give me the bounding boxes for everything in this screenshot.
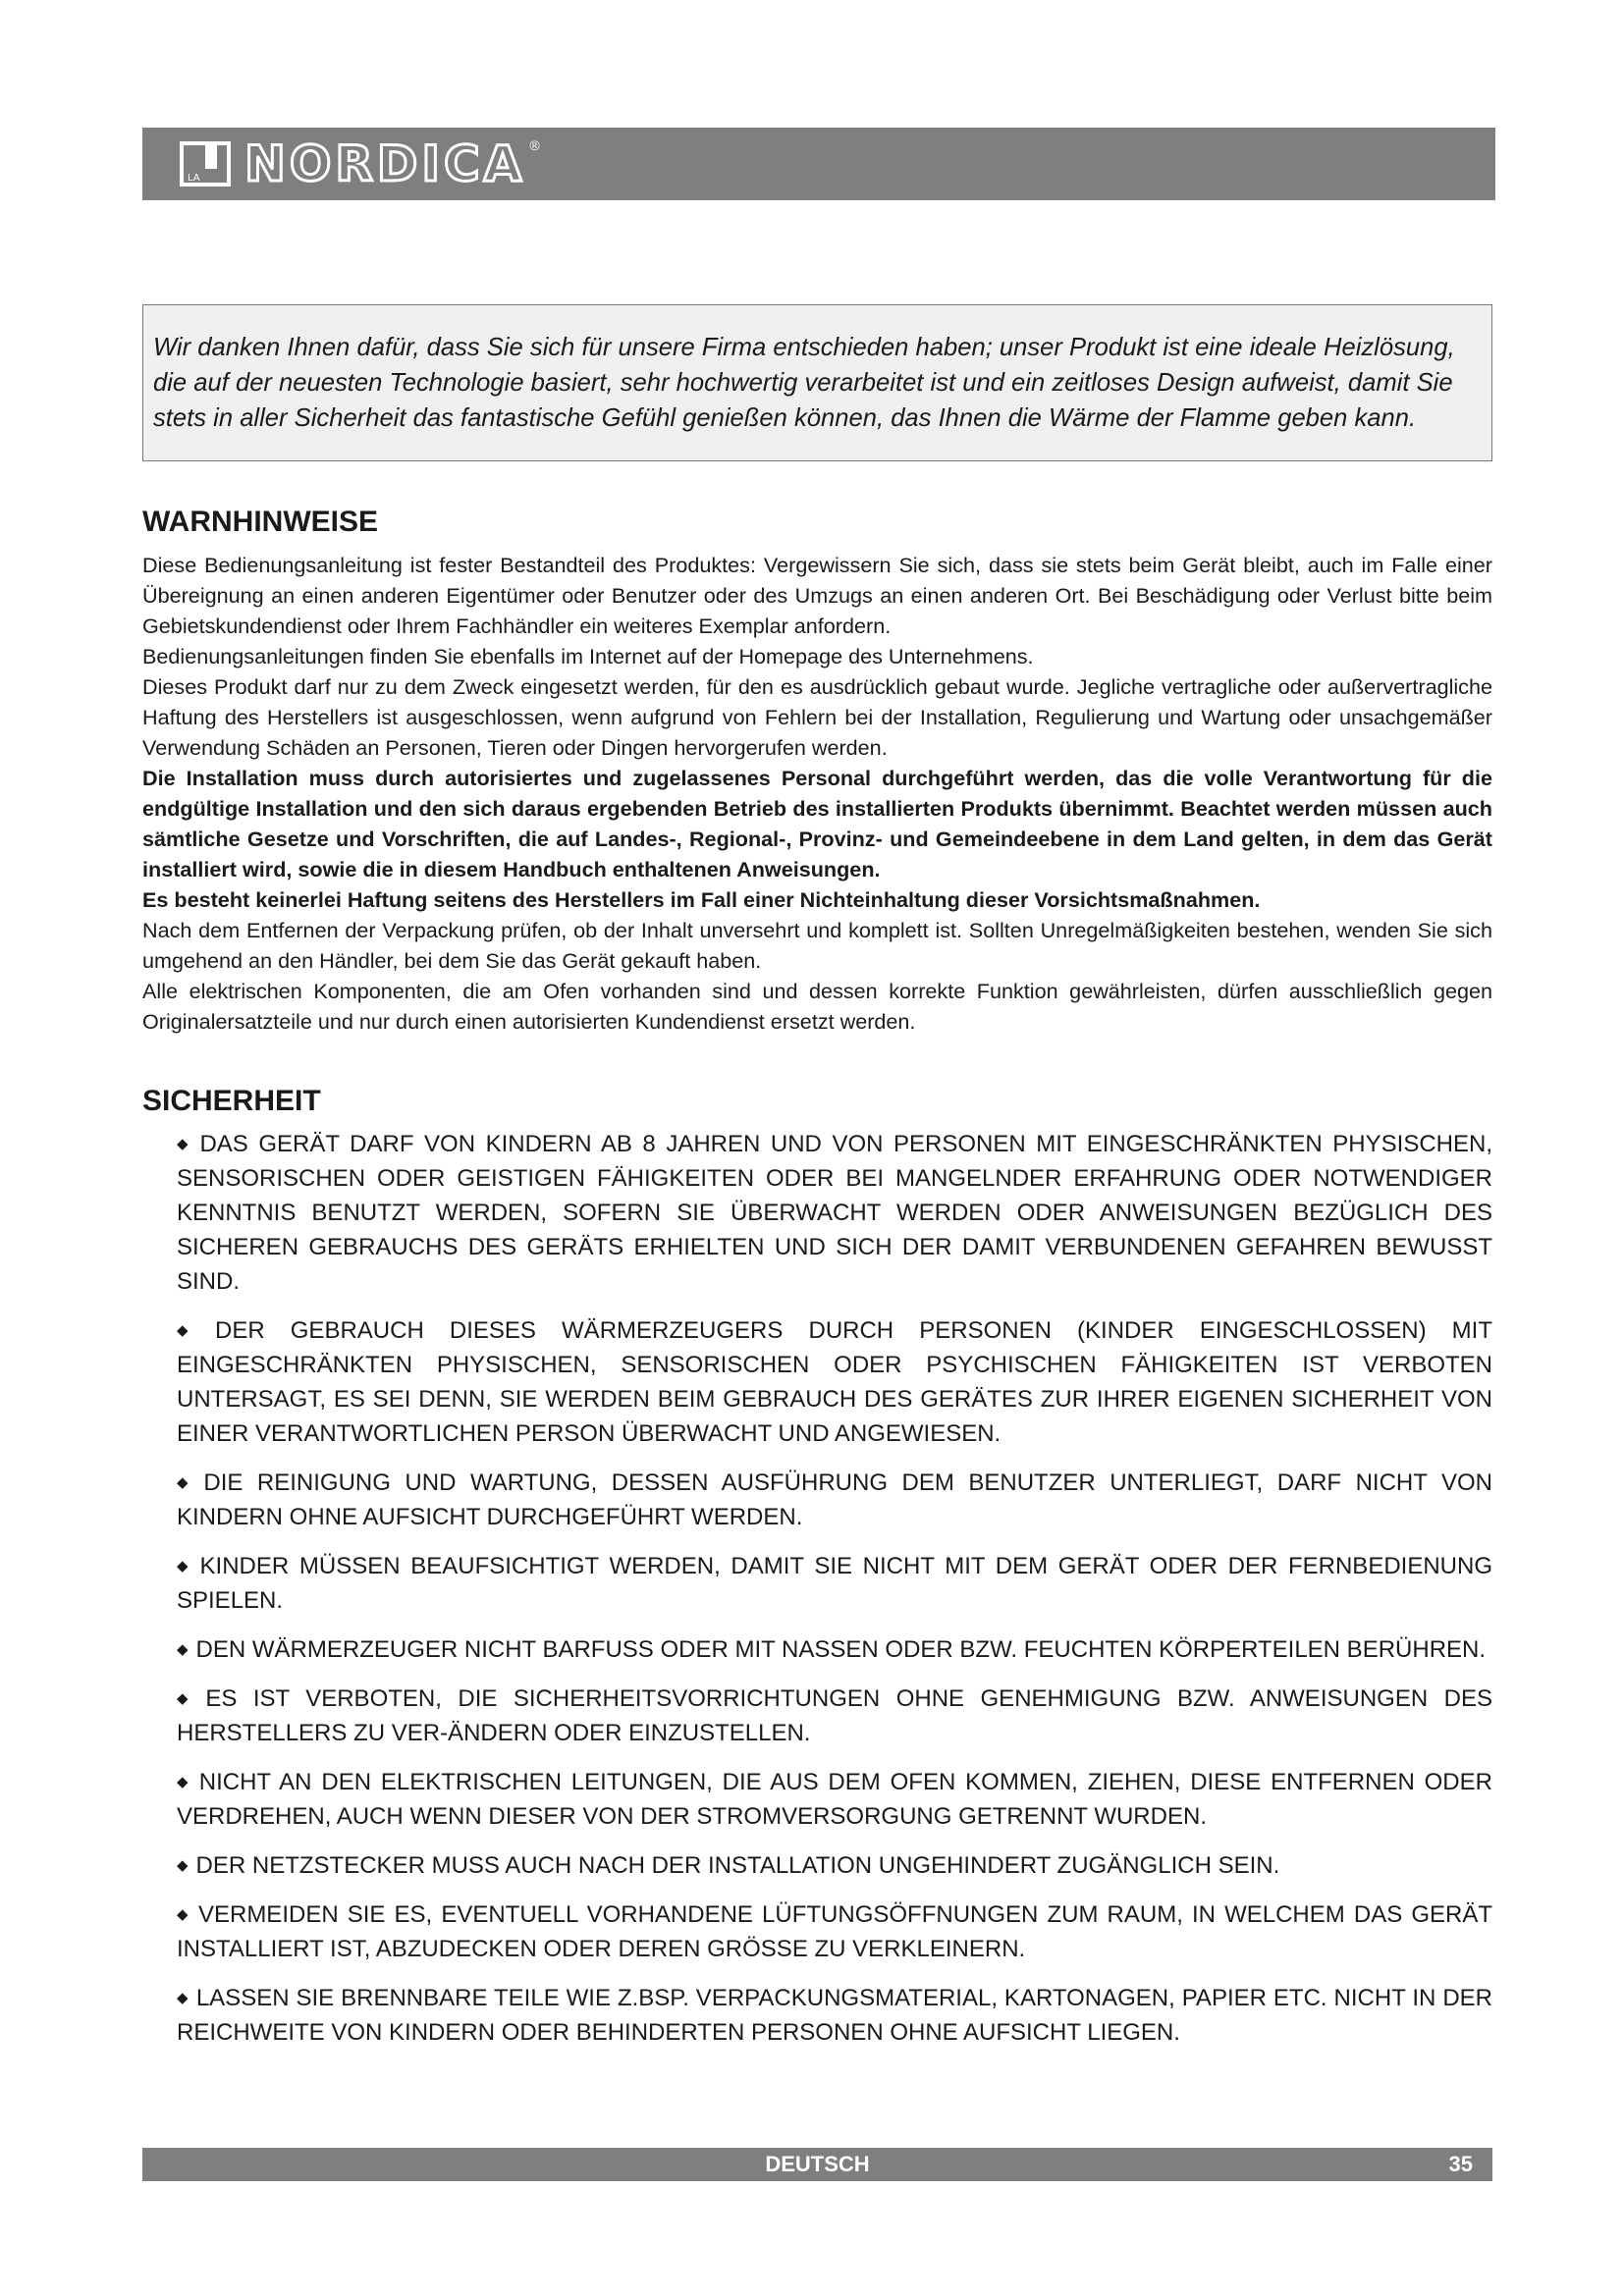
logo-small-text: LA	[188, 173, 200, 184]
bullet-icon: ◆	[177, 1857, 189, 1874]
safety-item	[177, 1632, 1492, 1667]
safety-item	[177, 1981, 1492, 2050]
safety-item-text: DEN WÄRMERZEUGER NICHT BARFUSS ODER MIT NASSEN ODER BZW. FEUCHTEN KÖRPERTEILEN BERÜHREN.	[195, 1636, 1487, 1663]
bullet-icon: ◆	[177, 1990, 189, 2006]
bullet-icon: ◆	[177, 1690, 198, 1707]
safety-item	[177, 1127, 1492, 1299]
safety-item	[177, 1682, 1492, 1750]
safety-title: SICHERHEIT	[142, 1085, 321, 1117]
safety-item	[177, 1765, 1492, 1834]
safety-list	[177, 1127, 1492, 2064]
safety-item-text: ES IST VERBOTEN, DIE SICHERHEITSVORRICHTUNGEN OHNE GENEHMIGUNG BZW. ANWEISUNGEN DES HERSTELLERS ZU VER-ÄNDERN ODER EINZUSTELLEN.	[177, 1685, 1492, 1746]
safety-item-text: KINDER MÜSSEN BEAUFSICHTIGT WERDEN, DAMIT SIE NICHT MIT DEM GERÄT ODER DER FERNBEDIENUNG SPIELEN.	[177, 1553, 1492, 1614]
warnings-paragraph-bold: Es besteht keinerlei Haftung seitens des Herstellers im Fall einer Nichteinhaltung dieser Vorsichtsmaßnahmen.	[142, 887, 1261, 912]
safety-item-text: DAS GERÄT DARF VON KINDERN AB 8 JAHREN UND VON PERSONEN MIT EINGESCHRÄNKTEN PHYSISCHEN, SENSORISCHEN ODER GEISTIGEN FÄHIGKEITEN ODER BEI MANGELNDER ERFAHRUNG ODER NOTWENDIGER KENNTNIS BENUTZT WERDEN, SOFERN SIE ÜBERWACHT WERDEN ODER ANWEISUNGEN BEZÜGLICH DES SICHEREN GEBRAUCHS DES GERÄTS ERHIELTEN UND SICH DER DAMIT VERBUNDENEN GEFAHREN BEWUSST SIND.	[177, 1131, 1493, 1295]
warnings-paragraph: Dieses Produkt darf nur zu dem Zweck eingesetzt werden, für den es ausdrücklich gebaut wurde. Jegliche vertragliche oder außervertragliche Haftung des Herstellers ist ausgeschlossen, wenn aufgrund von Fehlern bei der Installation, Regulierung und Wartung oder unsachgemäßer Verwendung Schäden an Personen, Tieren oder Dingen hervorgerufen werden.	[142, 674, 1492, 760]
footer-bar	[142, 2148, 1492, 2181]
safety-item-text: LASSEN SIE BRENNBARE TEILE WIE Z.BSP. VERPACKUNGSMATERIAL, KARTONAGEN, PAPIER ETC. NICHT IN DER REICHWEITE VON KINDERN ODER BEHINDERTEN PERSONEN OHNE AUFSICHT LIEGEN.	[177, 1985, 1492, 2046]
warnings-paragraph-bold: Die Installation muss durch autorisiertes und zugelassenes Personal durchgeführt werden, das die volle Verantwortung für die endgültige Installation und den sich daraus ergebenden Betrieb des installierten Produkts übernimmt. Beachtet werden müssen auch sämtliche Gesetze und Vorschriften, die auf Landes-, Regional-, Provinz- und Gemeindeebene in dem Land gelten, in dem das Gerät installiert wird, sowie die in diesem Handbuch enthaltenen Anweisungen.	[142, 766, 1492, 881]
bullet-icon: ◆	[177, 1906, 190, 1923]
bullet-icon: ◆	[177, 1774, 191, 1790]
safety-item-text: DER NETZSTECKER MUSS AUCH NACH DER INSTALLATION UNGEHINDERT ZUGÄNGLICH SEIN.	[195, 1852, 1280, 1879]
footer-language: DEUTSCH	[765, 2152, 870, 2176]
nordica-logo	[180, 135, 540, 192]
intro-box	[142, 304, 1492, 461]
bullet-icon: ◆	[177, 1322, 207, 1339]
intro-text: Wir danken Ihnen dafür, dass Sie sich für unsere Firma entschieden haben; unser Produkt ist eine ideale Heizlösung, die auf der neuesten Technologie basiert, sehr hochwertig verarbeitet ist und ein zeitloses Design aufweist, damit Sie stets in aller Sicherheit das fantastische Gefühl genießen können, das Ihnen die Wärme der Flamme geben kann.	[153, 334, 1455, 432]
nordica-logo-icon	[180, 141, 231, 187]
warnings-paragraph: Bedienungsanleitungen finden Sie ebenfalls im Internet auf der Homepage des Unternehmens.	[142, 644, 1034, 668]
bullet-icon: ◆	[177, 1474, 196, 1491]
registered-mark: ®	[529, 137, 540, 153]
bullet-icon: ◆	[177, 1136, 192, 1152]
bullet-icon: ◆	[177, 1641, 189, 1658]
warnings-paragraph: Diese Bedienungsanleitung ist fester Bestandteil des Produktes: Vergewissern Sie sich, dass sie stets beim Gerät bleibt, auch im Falle einer Übereignung an einen anderen Eigentümer oder Benutzer oder des Umzugs an einen anderen Ort. Bei Beschädigung oder Verlust bitte beim Gebietskundendienst oder Ihrem Fachhändler ein weiteres Exemplar anfordern.	[142, 553, 1492, 638]
page-number: 35	[1448, 2152, 1473, 2176]
warnings-paragraph: Nach dem Entfernen der Verpackung prüfen, ob der Inhalt unversehrt und komplett ist. Sollten Unregelmäßigkeiten bestehen, wenden Sie sich umgehend an den Händler, bei dem Sie das Gerät gekauft haben.	[142, 918, 1492, 973]
warnings-title: WARNHINWEISE	[142, 506, 378, 538]
safety-item	[177, 1466, 1492, 1534]
safety-item-text: VERMEIDEN SIE ES, EVENTUELL VORHANDENE LÜFTUNGSÖFFNUNGEN ZUM RAUM, IN WELCHEM DAS GERÄT INSTALLIERT IST, ABZUDECKEN ODER DEREN GRÖSSE ZU VERKLEINERN.	[177, 1901, 1492, 1962]
warnings-paragraph: Alle elektrischen Komponenten, die am Ofen vorhanden sind und dessen korrekte Funktion gewährleisten, dürfen ausschließlich gegen Originalersatzteile und nur durch einen autorisierten Kundendienst ersetzt werden.	[142, 979, 1492, 1034]
safety-item-text: DIE REINIGUNG UND WARTUNG, DESSEN AUSFÜHRUNG DEM BENUTZER UNTERLIEGT, DARF NICHT VON KINDERN OHNE AUFSICHT DURCHGEFÜHRT WERDEN.	[177, 1469, 1492, 1530]
bullet-icon: ◆	[177, 1558, 192, 1575]
warnings-body	[142, 550, 1492, 1037]
logo-text: NORDICA	[244, 135, 526, 192]
safety-item-text: NICHT AN DEN ELEKTRISCHEN LEITUNGEN, DIE AUS DEM OFEN KOMMEN, ZIEHEN, DIESE ENTFERNEN ODER VERDREHEN, AUCH WENN DIESER VON DER STROMVERSORGUNG GETRENNT WURDEN.	[177, 1769, 1492, 1830]
safety-item	[177, 1313, 1492, 1451]
safety-item-text: DER GEBRAUCH DIESES WÄRMERZEUGERS DURCH PERSONEN (KINDER EINGESCHLOSSEN) MIT EINGESCHRÄNKTEN PHYSISCHEN, SENSORISCHEN ODER PSYCHISCHEN FÄHIGKEITEN IST VERBOTEN UNTERSAGT, ES SEI DENN, SIE WERDEN BEIM GEBRAUCH DES GERÄTES ZUR IHRER EIGENEN SICHERHEIT VON EINER VERANTWORTLICHEN PERSON ÜBERWACHT UND ANGEWIESEN.	[177, 1317, 1492, 1447]
safety-item	[177, 1897, 1492, 1966]
header-bar	[142, 128, 1495, 200]
safety-item	[177, 1848, 1492, 1883]
safety-item	[177, 1549, 1492, 1618]
